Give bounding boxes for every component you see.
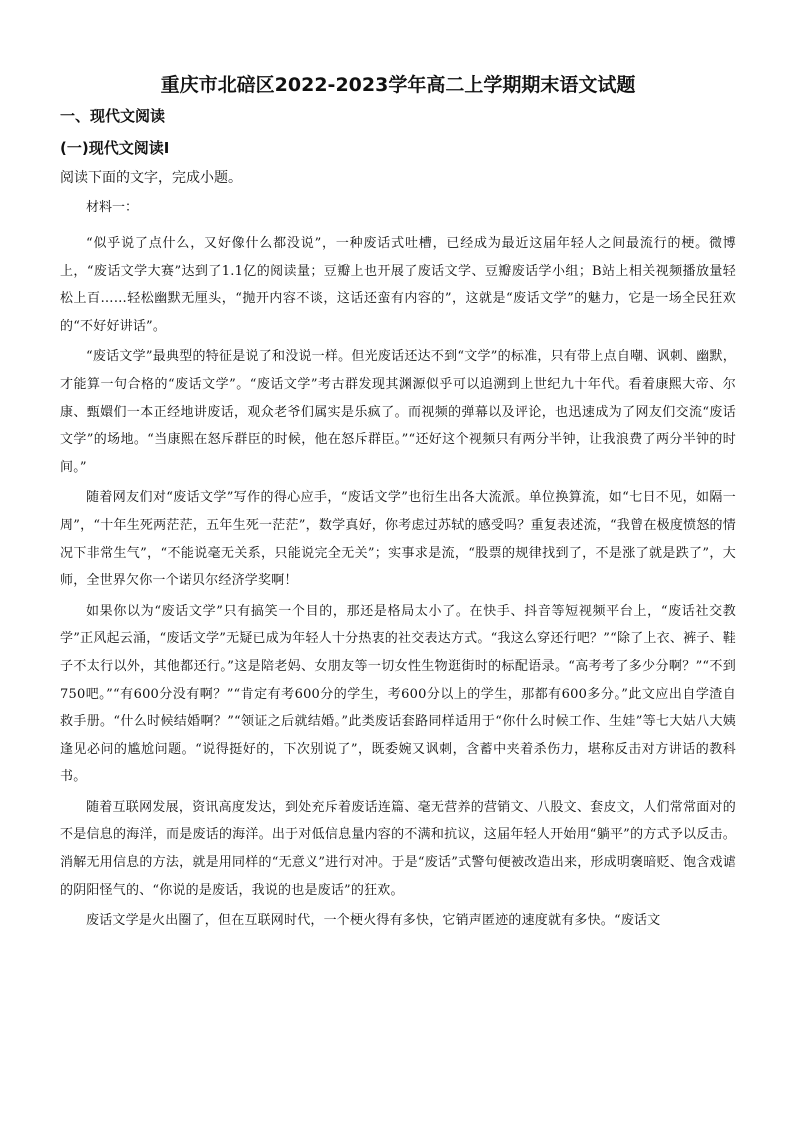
passage-paragraph-4: 如果你以为“废话文学”只有搞笑一个目的，那还是格局太小了。在快手、抖音等短视频平台上，“废话社交教学”正风起云涌，“废话文学”无疑已成为年轻人十分热衷的社交表达方式。“我这么穿还行吧？”“除了上衣、裤子、鞋子不太行以外，其他都还行。”这是陪老妈、女朋友等一切女性生物逛街时的标配语录。“高考考了多少分啊？”“不到750吧。”“有600分没有啊？”“肯定有考600分的学生，考600分以上的学生，那都有600多分。”此文应出自学渣自救手册。“什么时候结婚啊？”“领证之后就结婚。”此类废话套路同样适用于“你什么时候工作、生娃”等七大姑八大姨逢见必问的尴尬问题。“说得挺好的，下次别说了”，既委婉又讽刺，含蓄中夹着杀伤力，堪称反击对方讲话的教科书。 <box>60 603 736 785</box>
material-label: 材料一： <box>86 200 139 215</box>
reading-instruction: 阅读下面的文字，完成小题。 <box>60 170 242 186</box>
document-title: 重庆市北碚区2022-2023学年高二上学期期末语文试题 <box>160 74 636 96</box>
passage-paragraph-5: 随着互联网发展，资讯高度发达，到处充斥着废话连篇、毫无营养的营销文、八股文、套皮文，人们常常面对的不是信息的海洋，而是废话的海洋。出于对低信息量内容的不满和抗议，这届年轻人开始用“躺平”的方式予以反击。消解无用信息的方法，就是用同样的“无意义”进行对冲。于是“废话”式警句便被改造出来，形成明褒暗贬、饱含戏谑的阴阳怪气的、“你说的是废话，我说的也是废话”的狂欢。 <box>60 799 736 898</box>
passage-paragraph-3: 随着网友们对“废话文学”写作的得心应手，“废话文学”也衍生出各大流派。单位换算流，如“七日不见，如隔一周”，“十年生死两茫茫，五年生死一茫茫”，数学真好，你考虑过苏轼的感受吗？重复表述流，“我曾在极度愤怒的情况下非常生气”，“不能说毫无关系，只能说完全无关”；实事求是流，“股票的规律找到了，不是涨了就是跌了”，大师，全世界欠你一个诺贝尔经济学奖啊！ <box>60 490 736 589</box>
passage-paragraph-1: “似乎说了点什么，又好像什么都没说”，一种废话式吐槽，已经成为最近这届年轻人之间最流行的梗。微博上，“废话文学大赛”达到了1.1亿的阅读量；豆瓣上也开展了废话文学、豆瓣废话学小组；B站上相关视频播放量轻松上百……轻松幽默无厘头，“抛开内容不谈，这话还蛮有内容的”，这就是“废话文学”的魅力，它是一场全民狂欢的“不好好讲话”。 <box>60 236 736 334</box>
document-page <box>60 72 736 938</box>
passage-paragraph-6: 废话文学是火出圈了，但在互联网时代，一个梗火得有多快，它销声匿迹的速度就有多快。“废话文 <box>86 913 661 929</box>
passage-paragraph-2: “废话文学”最典型的特征是说了和没说一样。但光废话还达不到“文学”的标准，只有带上点自嘲、讽刺、幽默，才能算一句合格的“废话文学”。“废话文学”考古群发现其渊源似乎可以追溯到上世纪九十年代。看着康熙大帝、尔康、甄嬛们一本正经地讲废话，观众老爷们属实是乐疯了。而视频的弹幕以及评论，也迅速成为了网友们交流“废话文学”的场地。“当康熙在怒斥群臣的时候，他在怒斥群臣。”“还好这个视频只有两分半钟，让我浪费了两分半钟的时间。” <box>60 349 736 475</box>
section-heading: 一、现代文阅读 <box>60 107 166 125</box>
sub-heading: (一)现代文阅读Ⅰ <box>60 139 170 157</box>
